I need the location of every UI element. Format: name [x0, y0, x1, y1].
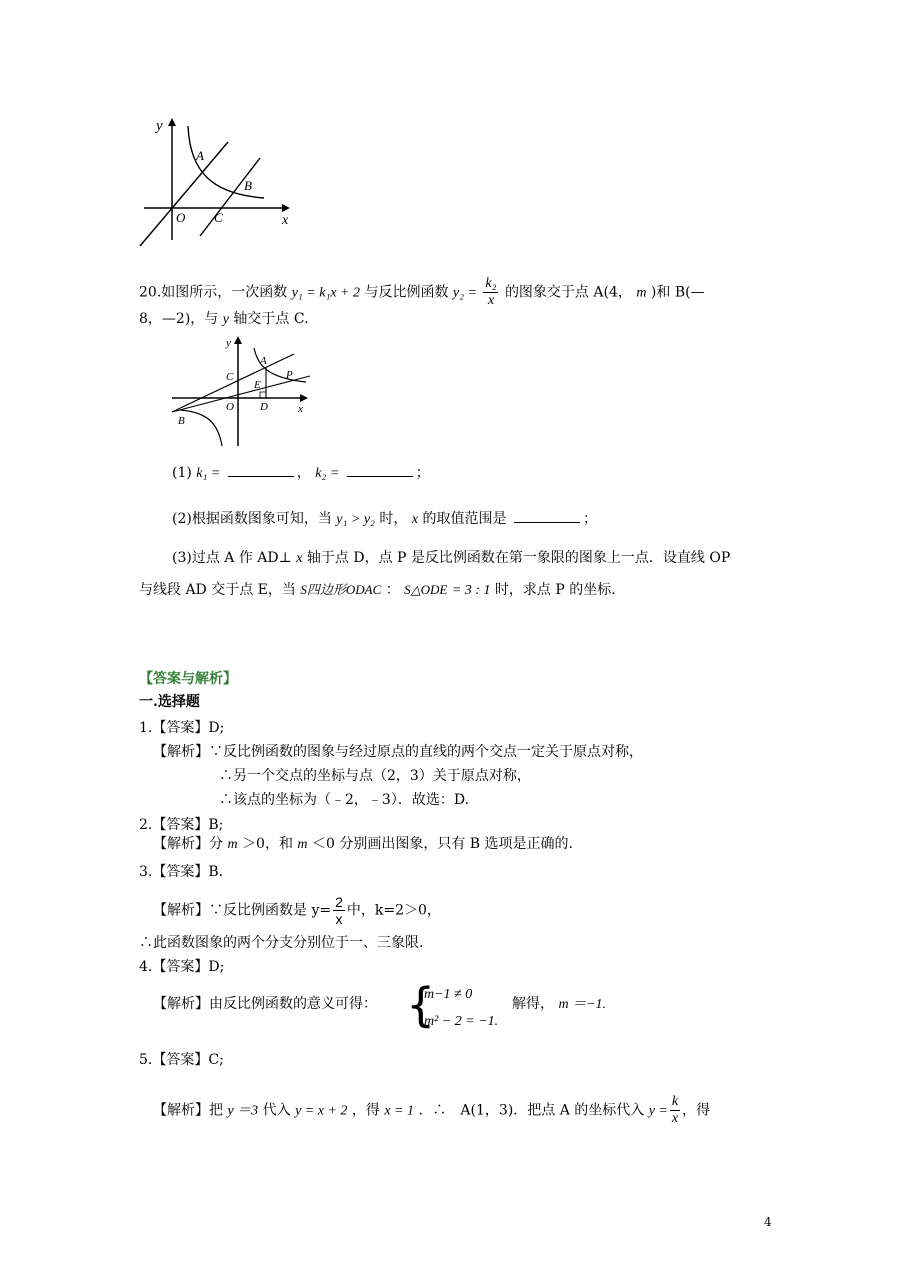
analysis-1-line2: ∴另一个交点的坐标与点（2，3）关于原点对称，	[219, 768, 531, 784]
q20-sub3-line2: 与线段 AD 交于点 E，当 S四边形ODAC ： S△ODE = 3 : 1 时，求点 P 的坐标.	[139, 582, 616, 598]
q20-sub2: (2)根据函数图象可知，当 y₁ > y₂ 时， x 的取值范围是 ；	[172, 508, 597, 530]
fraction-2-over-x: $\frac{2}{x}$	[335, 894, 343, 927]
x-axis-arrow	[300, 394, 308, 402]
label-a: A	[260, 355, 267, 367]
label-b: B	[244, 178, 252, 193]
analysis-3-line2: ∴此函数图象的两个分支分别位于一、三象限.	[139, 935, 424, 951]
q20-line2: 8，—2)，与 y 轴交于点 C.	[139, 311, 309, 327]
figure-2-graph	[166, 334, 318, 450]
analysis-4-text: 【解析】由反比例函数的意义可得：	[153, 996, 377, 1012]
answer-5: 5.【答案】C;	[139, 1052, 224, 1068]
label-o: O	[226, 401, 234, 413]
answer-blank-k2[interactable]	[347, 462, 413, 477]
hyperbola-third-quadrant	[180, 410, 222, 446]
x-axis-arrow	[282, 204, 290, 212]
system-brace: {	[406, 978, 436, 1032]
answers-heading: 【答案与解析】	[139, 671, 237, 687]
label-o: O	[176, 210, 186, 225]
label-b: B	[178, 415, 185, 427]
answer-blank-range[interactable]	[514, 508, 580, 523]
answer-4: 4.【答案】D;	[139, 959, 225, 975]
label-p: P	[286, 369, 293, 381]
answer-2: 2.【答案】B;	[139, 817, 224, 833]
equation-y1: y₁ = k₁x + 2	[291, 285, 360, 301]
analysis-1-line3: ∴该点的坐标为（﹣2，﹣3）．故选：D.	[219, 792, 469, 808]
label-y: y	[156, 118, 163, 134]
q20-sub3-line1: (3)过点 A 作 AD⊥ x 轴于点 D，点 P 是反比例函数在第一象限的图象上一点．设直线 OP	[172, 550, 731, 566]
label-y: y	[226, 337, 231, 349]
figure-1-graph	[132, 112, 302, 252]
line-op	[172, 376, 310, 412]
answer-blank-k1[interactable]	[228, 462, 294, 477]
system-row-2: m² − 2 = −1.	[424, 1014, 499, 1029]
analysis-2: 【解析】分 m ＞0，和 m ＜0 分别画出图象，只有 B 选项是正确的.	[153, 836, 573, 852]
label-c: C	[214, 210, 223, 225]
section-heading: 一.选择题	[139, 694, 200, 710]
answer-3: 3.【答案】B．	[139, 864, 233, 880]
analysis-4-result: 解得， m ＝−1.	[512, 996, 607, 1012]
y-axis-arrow	[234, 336, 242, 344]
line-through-origin	[140, 142, 228, 246]
q20-sub1: (1) k₁ = ， k₂ = ；	[172, 462, 430, 484]
analysis-5: 【解析】把 y ＝3 代入 y = x + 2 ，得 x = 1 ．∴ A(1，3)．把点 A 的坐标代入 y = $\frac{k}{x}$ ，得	[153, 1094, 711, 1126]
q20-line1: 20.如图所示，一次函数 y₁ = k₁x + 2 与反比例函数 y₂ = $\frac{\text{k₂}}{x}$ 的图象交于点 A(4， m )和 B(—	[139, 276, 705, 308]
right-angle-mark	[260, 392, 266, 398]
fraction-k-over-x: $\frac{k}{x}$	[671, 1094, 679, 1126]
label-a: A	[196, 148, 204, 163]
y-axis-arrow	[168, 118, 176, 126]
analysis-3-line1: 【解析】∵反比例函数是 y= $\frac{2}{x}$ 中，k=2＞0，	[153, 894, 441, 927]
label-c: C	[226, 371, 234, 383]
label-x: x	[282, 213, 289, 228]
fraction-k2-over-x: $\frac{\text{k₂}}{x}$	[485, 276, 497, 308]
page-number: 4	[764, 1215, 772, 1229]
label-e: E	[254, 379, 261, 391]
label-d: D	[260, 401, 268, 413]
system-row-1: m−1 ≠ 0	[424, 987, 473, 1002]
analysis-1-line1: 【解析】∵反比例函数的图象与经过原点的直线的两个交点一定关于原点对称，	[153, 744, 643, 760]
label-x: x	[298, 403, 303, 415]
answer-1: 1.【答案】D;	[139, 720, 225, 736]
